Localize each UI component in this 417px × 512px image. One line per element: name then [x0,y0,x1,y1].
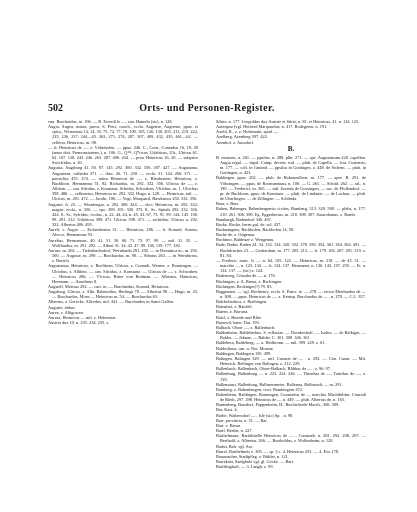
register-entry: Bablingen, ppus. 202. — plub. de Hohenzollern, m. 177. — apse. B. 291. de Vöhringen. — ppus. de Rortmannsau, n. 100. — G. 261. — Sifritd. 262. — tal., n. 190. — Frederici, m. 265. — mil. Juvenis de Gossingen, — sac. de Pfullendorf. — pr. de Buchhorn, ppus. de Konstanz. — plub. de Lindauie. — de Lochau, — plub. de Uberlingen. — de Zillingen. — Schlinda. [216,175,366,202]
page-header [48,103,366,115]
register-entry: Ballenburg, Ballenburg — n. 223. 224. 246. — Thinehar de —, Tonrihor de —, z. 139. [216,371,366,382]
register-entry: Badenweg, Cössaba de —, n. 176. [216,273,276,279]
register-entry: Aurino, m. 202. — Tiefenbachsdorf, Wernhardo 291. 292. — in Dominica in., m. 292. 300. — Auguste, m. 299. — Burchardus, m. 98. — Sibotus 263. — in Wernhirrus, z. Burach. [48,247,198,264]
register-entry: Baiarwil, baier. Dat. 193. [216,319,260,325]
register-entry: Bantenberg, Barsdorf, Pappenheim, H., Reichsfriede Marsh., 306. 309. [216,402,340,408]
register-entry: Bade, Badin, Baden 24. 34. 132. 134. 320. 332. 378. 350. 354. 361. 364. 364. 491. — Buchdrucker 23. — Gerhardum, m. 177. 205. 213. — fr. 179. 182. 207. 291. 319. z. 81. 84. [216,242,366,258]
register-entry: Balingen, Baliugen 329. — mil. Cuonrat de — , n. 292. — Clar. Cuonr. — Mil. Heinrich, Bellinger von Balingen, z. 212. 229. [216,355,366,367]
left-column [48,119,198,325]
register-entry: Austria dux 10, n. 235. 234. 235. z. [48,320,110,326]
register-entry: Bache de, z. Ongenau. [216,232,256,238]
right-column [216,119,366,469]
register-entry: Barrekaia, Saelgholz vgl. gl. Gocke. — Bart. [216,459,295,464]
register-entry: Barrel, Barthelmeis e. 305. — sp. 3 c. 4, Heinricus 291. — 4. Evo 178. [216,448,340,454]
register-entry: Azelberg, Azenberg 397. 422. [216,134,268,140]
register-entry: Baltenheim, Baldingen, Bonningen, Cuonradus de — marchio Machthildae, Conradi de Rieth, 297. 298. Heinricus de — n. 449. — plub. Albertus de, n. 165. [216,391,366,403]
right-column-lead-entries [216,119,366,145]
register-entry: Barthelmann, Barfalinelle Heinricus de — , Cuonradi, n. 281. 292. 208, 207. — Berthold, z. Albertus, 266. — Bortholdus, z. Wolfenheim, n. 120. [216,433,366,444]
register-entry: Baisl, z. Biseale und Blüe. [216,314,262,320]
register-entry: — Frederic, marc. fr. — n. 64, 105, 122. — Heinricus, m. 218. — de 43. 31. — marchio — n. 123. 134. — fr. 134. 137. Hermanni, n. 136. 143. 197. 259. — Fr. n. 134. 137. — (sic) z. 124. [216,257,366,274]
register-entry: Backe, Rocke, herrn gul. de. sol. 437. [216,221,282,227]
register-entry: Sibrie, n. 177. Leopoldus dux Austrie et Stirie, n. 81. et Heinricus, 41. n. 124. 125. [216,119,360,124]
register-entry: Barfilinghoff, — 3. Langh. z. 99. [216,464,274,470]
register-entry: Bamberg, z. Babenbergen, civit. Bambergern 472. [216,386,304,392]
register-entry: Bart, v. Beron. [216,422,242,428]
register-entry: Azenhof, z. Aussdorf. [216,139,254,145]
register-entry: Baben, Babenger, Babenbergensis civitas, Bamberg, 313. 329. 500. — plebs, n. 177. 210. 261. 306. 390. Eg. Eggerbertus, m. 218. 308. 307. Sararobanus, z. Bamb. [216,206,366,217]
register-entry: — fr. Heinricus de —, z. Völmhofen. — ppus. 246. C., Conr., Conradus 16, 19, 30 (anno obit. Premonstratens.), n. 106. G., Q™, Q*ricus, Udalricus, Ulr., Ulricus 61. 62. 107. 128. 243. 246. 263. 287. 406. 434. — prior Heinricus 16, 20. — subprior Swicfridus, n. 20. [48,144,198,166]
register-entry: Bächingen, z. A. Brenz, z. Bechingen. [216,278,283,284]
register-entry: Albertus, z. Gerecke, Alfredus, mil. 441. — Burchardus in Sanct Gallen. [48,299,175,305]
register-entry: Baiern, z. Bavaria. [216,309,249,315]
register-entry: Backnangens, Backhofen, Backhofen 14, 58. [216,226,295,232]
page-title: Orts- und Personen-Register. [139,103,275,114]
register-entry: Baienfart, z. Bairfelt. [216,304,253,310]
register-entry: Aurora, Heinricus — mil. z. Hohenstat. [48,314,117,320]
register-entry: Augusta, Augsburg 41. 50. 97. 145. 292. 300. 332. 356. 387. 427. — Augustana, Augustens. cathedra 371. — dioc. 26. 71. 250. — eccla. 31. 144. 266. 371. — parrochia 455. 474. — mitra Heinricus de —, z. Blaubeuren. Heinricus, z. Buchhorn. Hermannus 51. 82. Richardus, m. 292. 332. 356. Ulricus de —, z. Alblein. — can. Sifridus, z. Konstanz. Sifridus, Schwaben. Vlrichus, m. 1. Ulrichus 398. 486. — cellerarius, Heinricus m. 292. 332. Hugo, n. 128. — Heinricus, mil. — Ulricus, m. 281. 472. — Jacobi, 100. — Vogt, Marquard, Hawksmor 292. 332. 356. [48,165,198,202]
register-entry: Bambergk, Badendorf 346. 467. [216,216,272,222]
register-entry: Augustanus, Heinricus, z. Buchhorn, Ulricus, z. Conradi, Werner, z. Ronningen. — Ulrichus, z. Alblein. — can. Sifridus, z. Konstanz. — Ulricus de —, z. Schwaben. — Heinricus 286, — Vlcicus, Ritter von Bodman. — Albertus, Hainricus, Hermann. — Anselmus 8. [48,263,198,284]
register-entry: Aureli, v. Augia. — Erchenbertus 31. — Heinricus, 286. — fr. Konrad, Aureus, Alecco, Hermannus 93. [48,227,198,238]
register-entry: Aurelius, Hermannus, 40. 41. 51. 56. 60. 71. 73. 97. 99. — mil. 31. 35. — Wolfhardus, m. 291. 292. — Albert 31. 34. 42. 47. 99. 138, 139. 177. 182. [48,237,198,248]
register-entry: van. Burchardus, m. 196. — B. Ewerdi le —, can. Hameln (sic), n. 128. [48,119,173,124]
register-entry: Bar, Kast. 4. [216,407,238,413]
register-entry: Bartl, Berthe, n. 227. [216,428,253,434]
register-entry: Augia, Augea, minor, parva, S. Petri, conch., eccla. Augense, Augiense, ppus. et cpitu., Weissenau 14, 14, 35, 75, 72, 77, 78, 100, 105, 126, 130, 205, 213, 219, 222, 235, 236, 237, 244—45. 263, 271, 274, 287. 307, 409, 432, 435, 461—62. — cellerar. Heinricus, m. 98. [48,124,198,145]
register-entry: Aurea, z. Alhgowen. [48,309,84,315]
register-entry: Axeld, R., z. z. Hohenrain, spud —. [216,129,279,135]
register-entry: Balcholnobica, z. Boehingen. [216,299,268,305]
register-entry: Bächingen, Beckinger(?) 79. 83. [216,283,273,289]
register-entry: Ballensaurt, Ballenburg, Ballmestmeier, Ballenau, Ballnstedt, — m. 291. [216,381,343,387]
register-entry: Auguste, fr. 23. — Wornlengio, n. 292. 300. 424. — dcci. Heinricus, m. 292. 332; magist. eccla., n. 356. — cpo. 299. 291. 330. 373. 8., Sr., Spitals 292. 332. 356. 424. 8., Sr., Syfridus, vicdus., n. 22. 44, 44, n. 45, 43. 67, 73. 91. 99. 144. 145. 100. 99. 291. 312. Udalricus 398. 471. Ulricus 398. 471. — archidiac. Ulricus n. 292. 332. Albertus 486. 493. [48,201,198,228]
register-entry: Baldeslinus, can. n. Nor. Mousat. [216,345,274,351]
register-entry: Autenpoz (vgl. Herberd Marquardus, n. 417. Rodegerus, n. 191. [216,124,328,130]
register-entry: Baldebera, Baldeberg, — u. Heilbronn, — mil. 399. 229. z. 61. [216,340,326,346]
page-number: 502 [48,103,63,114]
register-entry: B. monoen, n. 201. — ppsilus, n. 288. plbr. 271. — spe. Augustanum 420. capellan. Augia regul. — dapif. Camp. decens. mil. — plub. de Capella. — frat. Curiensis, m. 177. — coll. in Gmünd. — ppsilus in Gottingen, z. 448. de Sichem. — plub. in Gottingen, n. 423. [216,154,366,176]
register-entry: Baar, v. Bars. [216,201,240,207]
register-entry: Barr. provincia, n. 51. — Bar. [216,417,268,423]
register-entry: Barbe, Waibersdorf — , Isle (sic) Sp. , n. 98. [216,412,294,418]
register-entry: Barhn, Balr. vgl. Arz. [216,443,254,449]
register-entry: Baggenanz. — vgl. Bechtenry, eccla. S. Pancr. ie. — 278. — rector Eberhardus de — n. 308. — ppus. Heinricus de —, z. Kentsp. Burchardus de — , n. 278. — C.L. 357. [216,288,366,299]
register-entry: Augsburg, Ulricus, z. Albr. Rabenoltus, Herlings 78. — Albertus 98. — Hugo, m. 23. — Burchardus, Mons — Heinricus m. 54. — Burchardus 63. [48,289,198,300]
register-entry: Baldenheim, Baldeberhus, S. ecllasiae. — Dornkesholf, — Isalirs, — de Balkiger, — Balder, — Jeknae, — Balder. C. 301. 308. 346. 361. [216,330,366,341]
register-entry: Ballenbach, Ballenbach, Oborr-Balbach, Blibbac de — , z. 96. 97. [216,366,331,372]
register-entry: Auguste, abbas. [48,304,76,310]
register-entry: Baldingen, Baldegern 150. 499. [216,350,272,356]
right-column-entries [216,155,366,470]
section-letter-b: B. [287,144,295,153]
register-entry: Balbach, Oborr —, z. Ballenbach. [216,324,276,330]
register-entry: Bachimo, Baldeuze z. Wengenau. [216,237,275,243]
register-entry: Augstell, Mestrus 292. — curt. in —, Burchardus, Konrad, Heinricus. [48,284,170,289]
register-entry: Bassmacher, Stadtpfleg. z. Bühler, n. 121. [216,453,289,459]
